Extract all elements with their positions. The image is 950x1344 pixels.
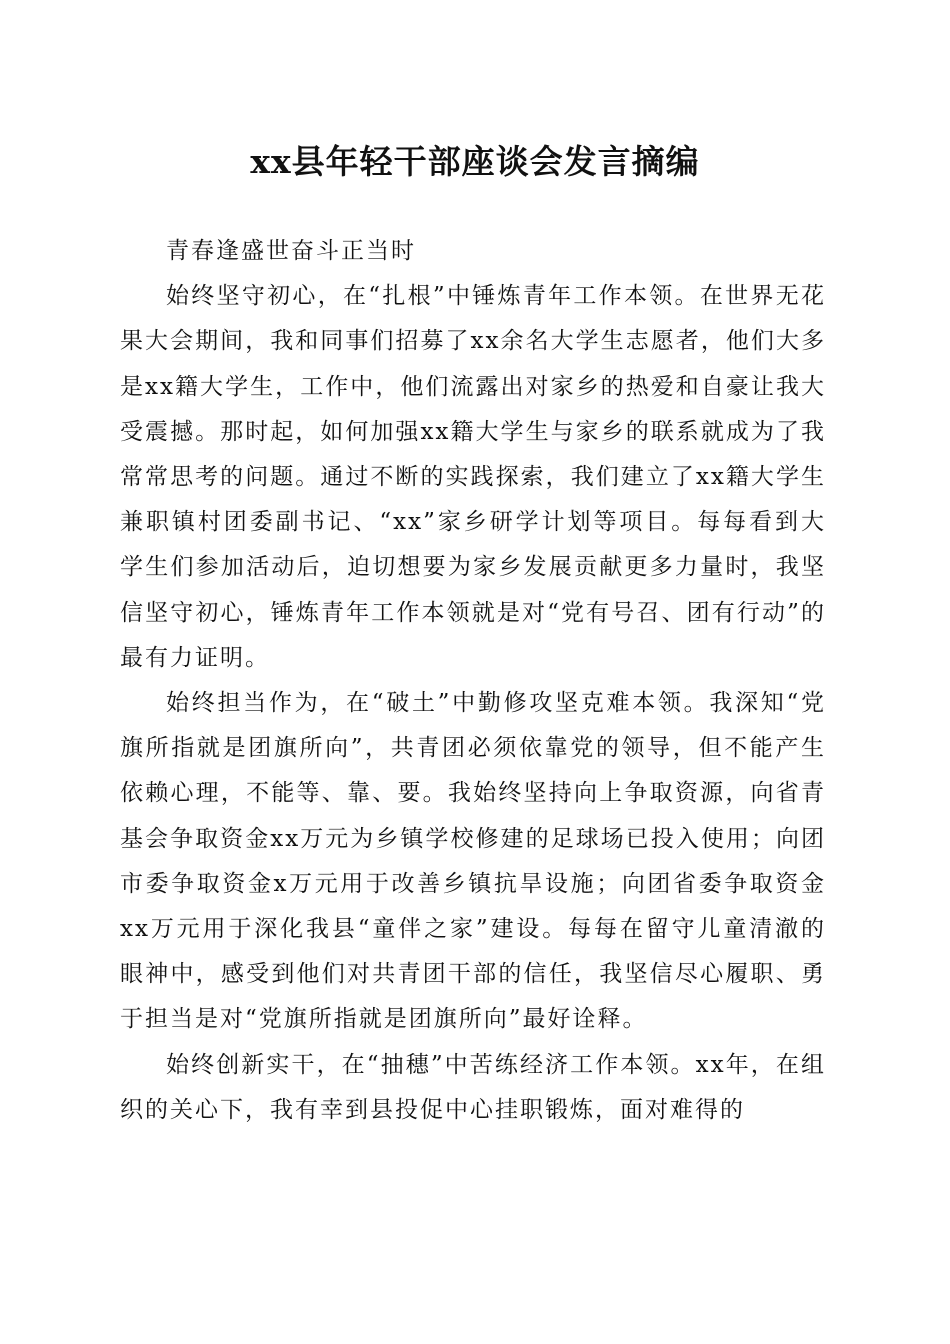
- subtitle-paragraph: 青春逢盛世奋斗正当时: [166, 238, 416, 264]
- body-paragraph: 始终创新实干，在“抽穗”中苦练经济工作本领。xx年，在组织的关心下，我有幸到县投促中心挂职锻炼，面对难得的: [120, 1051, 826, 1123]
- document-title: xx县年轻干部座谈会发言摘编: [250, 142, 700, 181]
- body-paragraph: 始终担当作为，在“破土”中勤修攻坚克难本领。我深知“党旗所指就是团旗所向”，共青团必须依靠党的领导，但不能产生依赖心理，不能等、靠、要。我始终坚持向上争取资源，向省青基会争取资金xx万元为乡镇学校修建的足球场已投入使用；向团市委争取资金x万元用于改善乡镇抗旱设施；向团省委争取资金xx万元用于深化我县“童伴之家”建设。每每在留守儿童清澈的眼神中，感受到他们对共青团干部的信任，我坚信尽心履职、勇于担当是对“党旗所指就是团旗所向”最好诠释。: [120, 690, 826, 1033]
- document-body: [120, 229, 826, 1133]
- body-paragraph: 始终坚守初心，在“扎根”中锤炼青年工作本领。在世界无花果大会期间，我和同事们招募了xx余名大学生志愿者，他们大多是xx籍大学生，工作中，他们流露出对家乡的热爱和自豪让我大受震撼。那时起，如何加强xx籍大学生与家乡的联系就成为了我常常思考的问题。通过不断的实践探索，我们建立了xx籍大学生兼职镇村团委副书记、“xx”家乡研学计划等项目。每每看到大学生们参加活动后，迫切想要为家乡发展贡献更多力量时，我坚信坚守初心，锤炼青年工作本领就是对“党有号召、团有行动”的最有力证明。: [120, 283, 826, 671]
